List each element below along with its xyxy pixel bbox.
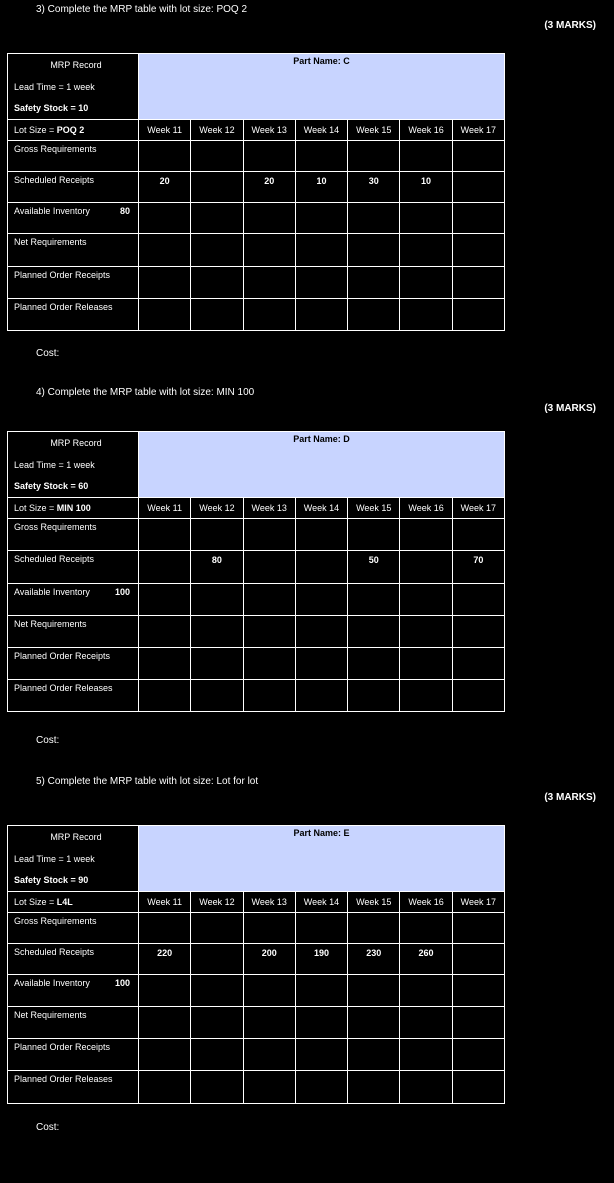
week-header: Week 11 bbox=[139, 120, 191, 141]
cost-label: Cost: bbox=[36, 1122, 60, 1133]
input-cell[interactable] bbox=[243, 1071, 295, 1104]
input-cell[interactable] bbox=[139, 203, 191, 234]
input-cell[interactable] bbox=[243, 234, 295, 267]
lot-size: Lot Size = POQ 2 bbox=[8, 120, 139, 141]
mrp-table bbox=[7, 825, 505, 1104]
input-cell[interactable] bbox=[400, 519, 452, 551]
week-header: Week 16 bbox=[400, 498, 452, 519]
input-cell[interactable] bbox=[243, 267, 295, 299]
safety-stock: Safety Stock = 10 bbox=[8, 98, 139, 120]
part-name: Part Name: E bbox=[139, 826, 505, 892]
input-cell[interactable] bbox=[139, 519, 191, 551]
week-header: Week 15 bbox=[348, 120, 400, 141]
input-cell[interactable] bbox=[139, 616, 191, 648]
week-header: Week 12 bbox=[191, 892, 243, 913]
input-cell[interactable] bbox=[243, 648, 295, 680]
row-label-scheduled-receipts: Scheduled Receipts bbox=[8, 172, 139, 203]
scheduled-receipt-value: 80 bbox=[191, 551, 243, 584]
scheduled-receipt-value: 190 bbox=[295, 944, 347, 975]
input-cell[interactable] bbox=[191, 267, 243, 299]
row-label-planned-order-receipts: Planned Order Receipts bbox=[8, 267, 139, 299]
row-label-planned-order-receipts: Planned Order Receipts bbox=[8, 648, 139, 680]
scheduled-receipt-value bbox=[452, 944, 504, 975]
input-cell[interactable] bbox=[400, 975, 452, 1007]
week-header: Week 17 bbox=[452, 120, 504, 141]
input-cell[interactable] bbox=[348, 913, 400, 944]
scheduled-receipt-value bbox=[452, 172, 504, 203]
row-label-planned-order-releases: Planned Order Releases bbox=[8, 680, 139, 712]
input-cell[interactable] bbox=[191, 234, 243, 267]
safety-stock: Safety Stock = 60 bbox=[8, 476, 139, 498]
input-cell[interactable] bbox=[348, 141, 400, 172]
input-cell[interactable] bbox=[400, 584, 452, 616]
input-cell[interactable] bbox=[348, 519, 400, 551]
input-cell[interactable] bbox=[295, 648, 347, 680]
scheduled-receipt-value: 10 bbox=[400, 172, 452, 203]
input-cell[interactable] bbox=[191, 913, 243, 944]
scheduled-receipt-value: 220 bbox=[139, 944, 191, 975]
input-cell[interactable] bbox=[295, 975, 347, 1007]
scheduled-receipt-value: 70 bbox=[452, 551, 504, 584]
input-cell[interactable] bbox=[348, 234, 400, 267]
input-cell[interactable] bbox=[295, 299, 347, 331]
row-label-planned-order-receipts: Planned Order Receipts bbox=[8, 1039, 139, 1071]
input-cell[interactable] bbox=[452, 519, 504, 551]
input-cell[interactable] bbox=[400, 1071, 452, 1104]
initial-inventory: 80 bbox=[119, 206, 130, 216]
initial-inventory: 100 bbox=[114, 978, 130, 988]
input-cell[interactable] bbox=[348, 203, 400, 234]
input-cell[interactable] bbox=[191, 648, 243, 680]
input-cell[interactable] bbox=[348, 975, 400, 1007]
row-label-gross-requirements: Gross Requirements bbox=[8, 519, 139, 551]
row-label-available-inventory: Available Inventory 100 bbox=[8, 584, 139, 616]
week-header: Week 14 bbox=[295, 498, 347, 519]
input-cell[interactable] bbox=[400, 648, 452, 680]
mrp-record-label: MRP Record bbox=[8, 54, 139, 76]
input-cell[interactable] bbox=[452, 267, 504, 299]
week-header: Week 13 bbox=[243, 892, 295, 913]
input-cell[interactable] bbox=[400, 1007, 452, 1039]
input-cell[interactable] bbox=[139, 680, 191, 712]
lead-time: Lead Time = 1 week bbox=[8, 454, 139, 476]
scheduled-receipt-value bbox=[191, 172, 243, 203]
marks-label: (3 MARKS) bbox=[544, 20, 596, 31]
initial-inventory: 100 bbox=[114, 587, 130, 597]
input-cell[interactable] bbox=[452, 913, 504, 944]
input-cell[interactable] bbox=[452, 584, 504, 616]
input-cell[interactable] bbox=[139, 584, 191, 616]
week-header: Week 15 bbox=[348, 892, 400, 913]
input-cell[interactable] bbox=[348, 648, 400, 680]
input-cell[interactable] bbox=[348, 299, 400, 331]
lead-time: Lead Time = 1 week bbox=[8, 848, 139, 870]
row-label-available-inventory: Available Inventory 100 bbox=[8, 975, 139, 1007]
week-header: Week 13 bbox=[243, 120, 295, 141]
row-label-scheduled-receipts: Scheduled Receipts bbox=[8, 551, 139, 584]
input-cell[interactable] bbox=[295, 616, 347, 648]
row-label-gross-requirements: Gross Requirements bbox=[8, 141, 139, 172]
input-cell[interactable] bbox=[295, 1039, 347, 1071]
input-cell[interactable] bbox=[452, 680, 504, 712]
input-cell[interactable] bbox=[452, 234, 504, 267]
row-label-net-requirements: Net Requirements bbox=[8, 1007, 139, 1039]
input-cell[interactable] bbox=[295, 913, 347, 944]
input-cell[interactable] bbox=[139, 648, 191, 680]
input-cell[interactable] bbox=[295, 680, 347, 712]
input-cell[interactable] bbox=[243, 584, 295, 616]
row-label-available-inventory: Available Inventory 80 bbox=[8, 203, 139, 234]
question-title: 3) Complete the MRP table with lot size: POQ 2 bbox=[36, 4, 248, 15]
input-cell[interactable] bbox=[139, 975, 191, 1007]
scheduled-receipt-value bbox=[139, 551, 191, 584]
input-cell[interactable] bbox=[452, 1007, 504, 1039]
input-cell[interactable] bbox=[348, 1007, 400, 1039]
mrp-table bbox=[7, 431, 505, 712]
row-label-planned-order-releases: Planned Order Releases bbox=[8, 1071, 139, 1104]
input-cell[interactable] bbox=[243, 1039, 295, 1071]
scheduled-receipt-value: 30 bbox=[348, 172, 400, 203]
input-cell[interactable] bbox=[191, 584, 243, 616]
input-cell[interactable] bbox=[400, 680, 452, 712]
question-title: 4) Complete the MRP table with lot size: MIN 100 bbox=[36, 387, 255, 398]
input-cell[interactable] bbox=[139, 299, 191, 331]
week-header: Week 16 bbox=[400, 120, 452, 141]
input-cell[interactable] bbox=[348, 584, 400, 616]
week-header: Week 13 bbox=[243, 498, 295, 519]
input-cell[interactable] bbox=[400, 203, 452, 234]
input-cell[interactable] bbox=[452, 203, 504, 234]
scheduled-receipt-value: 230 bbox=[348, 944, 400, 975]
input-cell[interactable] bbox=[452, 648, 504, 680]
input-cell[interactable] bbox=[295, 203, 347, 234]
week-header: Week 15 bbox=[348, 498, 400, 519]
row-label-scheduled-receipts: Scheduled Receipts bbox=[8, 944, 139, 975]
input-cell[interactable] bbox=[295, 1071, 347, 1104]
scheduled-receipt-value: 50 bbox=[348, 551, 400, 584]
input-cell[interactable] bbox=[191, 680, 243, 712]
cost-label: Cost: bbox=[36, 735, 60, 746]
input-cell[interactable] bbox=[191, 1039, 243, 1071]
input-cell[interactable] bbox=[452, 1039, 504, 1071]
input-cell[interactable] bbox=[452, 141, 504, 172]
input-cell[interactable] bbox=[295, 1007, 347, 1039]
row-label-gross-requirements: Gross Requirements bbox=[8, 913, 139, 944]
marks-label: (3 MARKS) bbox=[544, 792, 596, 803]
input-cell[interactable] bbox=[139, 1007, 191, 1039]
week-header: Week 11 bbox=[139, 498, 191, 519]
input-cell[interactable] bbox=[348, 680, 400, 712]
input-cell[interactable] bbox=[452, 299, 504, 331]
scheduled-receipt-value: 260 bbox=[400, 944, 452, 975]
input-cell[interactable] bbox=[295, 584, 347, 616]
input-cell[interactable] bbox=[191, 141, 243, 172]
week-header: Week 17 bbox=[452, 498, 504, 519]
input-cell[interactable] bbox=[400, 299, 452, 331]
input-cell[interactable] bbox=[295, 267, 347, 299]
input-cell[interactable] bbox=[139, 913, 191, 944]
input-cell[interactable] bbox=[139, 267, 191, 299]
input-cell[interactable] bbox=[191, 975, 243, 1007]
scheduled-receipt-value bbox=[400, 551, 452, 584]
input-cell[interactable] bbox=[400, 141, 452, 172]
input-cell[interactable] bbox=[348, 616, 400, 648]
input-cell[interactable] bbox=[295, 141, 347, 172]
safety-stock: Safety Stock = 90 bbox=[8, 870, 139, 892]
input-cell[interactable] bbox=[139, 234, 191, 267]
scheduled-receipt-value bbox=[191, 944, 243, 975]
scheduled-receipt-value bbox=[243, 551, 295, 584]
week-header: Week 12 bbox=[191, 498, 243, 519]
scheduled-receipt-value: 20 bbox=[139, 172, 191, 203]
input-cell[interactable] bbox=[191, 1007, 243, 1039]
week-header: Week 16 bbox=[400, 892, 452, 913]
input-cell[interactable] bbox=[139, 1039, 191, 1071]
cost-label: Cost: bbox=[36, 348, 60, 359]
week-header: Week 17 bbox=[452, 892, 504, 913]
input-cell[interactable] bbox=[243, 519, 295, 551]
input-cell[interactable] bbox=[139, 141, 191, 172]
week-header: Week 14 bbox=[295, 120, 347, 141]
input-cell[interactable] bbox=[191, 203, 243, 234]
mrp-table bbox=[7, 53, 505, 331]
input-cell[interactable] bbox=[295, 519, 347, 551]
row-label-planned-order-releases: Planned Order Releases bbox=[8, 299, 139, 331]
lead-time: Lead Time = 1 week bbox=[8, 76, 139, 98]
input-cell[interactable] bbox=[139, 1071, 191, 1104]
input-cell[interactable] bbox=[243, 975, 295, 1007]
input-cell[interactable] bbox=[191, 299, 243, 331]
scheduled-receipt-value: 200 bbox=[243, 944, 295, 975]
input-cell[interactable] bbox=[191, 519, 243, 551]
input-cell[interactable] bbox=[243, 1007, 295, 1039]
part-name: Part Name: C bbox=[139, 54, 505, 120]
input-cell[interactable] bbox=[243, 141, 295, 172]
input-cell[interactable] bbox=[400, 234, 452, 267]
row-label-net-requirements: Net Requirements bbox=[8, 616, 139, 648]
mrp-record-label: MRP Record bbox=[8, 826, 139, 848]
input-cell[interactable] bbox=[452, 616, 504, 648]
input-cell[interactable] bbox=[243, 680, 295, 712]
week-header: Week 14 bbox=[295, 892, 347, 913]
input-cell[interactable] bbox=[243, 913, 295, 944]
input-cell[interactable] bbox=[243, 203, 295, 234]
input-cell[interactable] bbox=[295, 234, 347, 267]
lot-size: Lot Size = L4L bbox=[8, 892, 139, 913]
mrp-record-label: MRP Record bbox=[8, 432, 139, 454]
question-title: 5) Complete the MRP table with lot size: Lot for lot bbox=[36, 776, 259, 787]
input-cell[interactable] bbox=[400, 1039, 452, 1071]
input-cell[interactable] bbox=[400, 267, 452, 299]
input-cell[interactable] bbox=[243, 299, 295, 331]
input-cell[interactable] bbox=[191, 1071, 243, 1104]
input-cell[interactable] bbox=[452, 975, 504, 1007]
input-cell[interactable] bbox=[348, 1039, 400, 1071]
input-cell[interactable] bbox=[348, 1071, 400, 1104]
marks-label: (3 MARKS) bbox=[544, 403, 596, 414]
input-cell[interactable] bbox=[452, 1071, 504, 1104]
input-cell[interactable] bbox=[348, 267, 400, 299]
scheduled-receipt-value: 10 bbox=[295, 172, 347, 203]
week-header: Week 12 bbox=[191, 120, 243, 141]
row-label-net-requirements: Net Requirements bbox=[8, 234, 139, 267]
week-header: Week 11 bbox=[139, 892, 191, 913]
input-cell[interactable] bbox=[243, 616, 295, 648]
scheduled-receipt-value bbox=[295, 551, 347, 584]
part-name: Part Name: D bbox=[139, 432, 505, 498]
input-cell[interactable] bbox=[400, 616, 452, 648]
lot-size: Lot Size = MIN 100 bbox=[8, 498, 139, 519]
input-cell[interactable] bbox=[400, 913, 452, 944]
input-cell[interactable] bbox=[191, 616, 243, 648]
scheduled-receipt-value: 20 bbox=[243, 172, 295, 203]
